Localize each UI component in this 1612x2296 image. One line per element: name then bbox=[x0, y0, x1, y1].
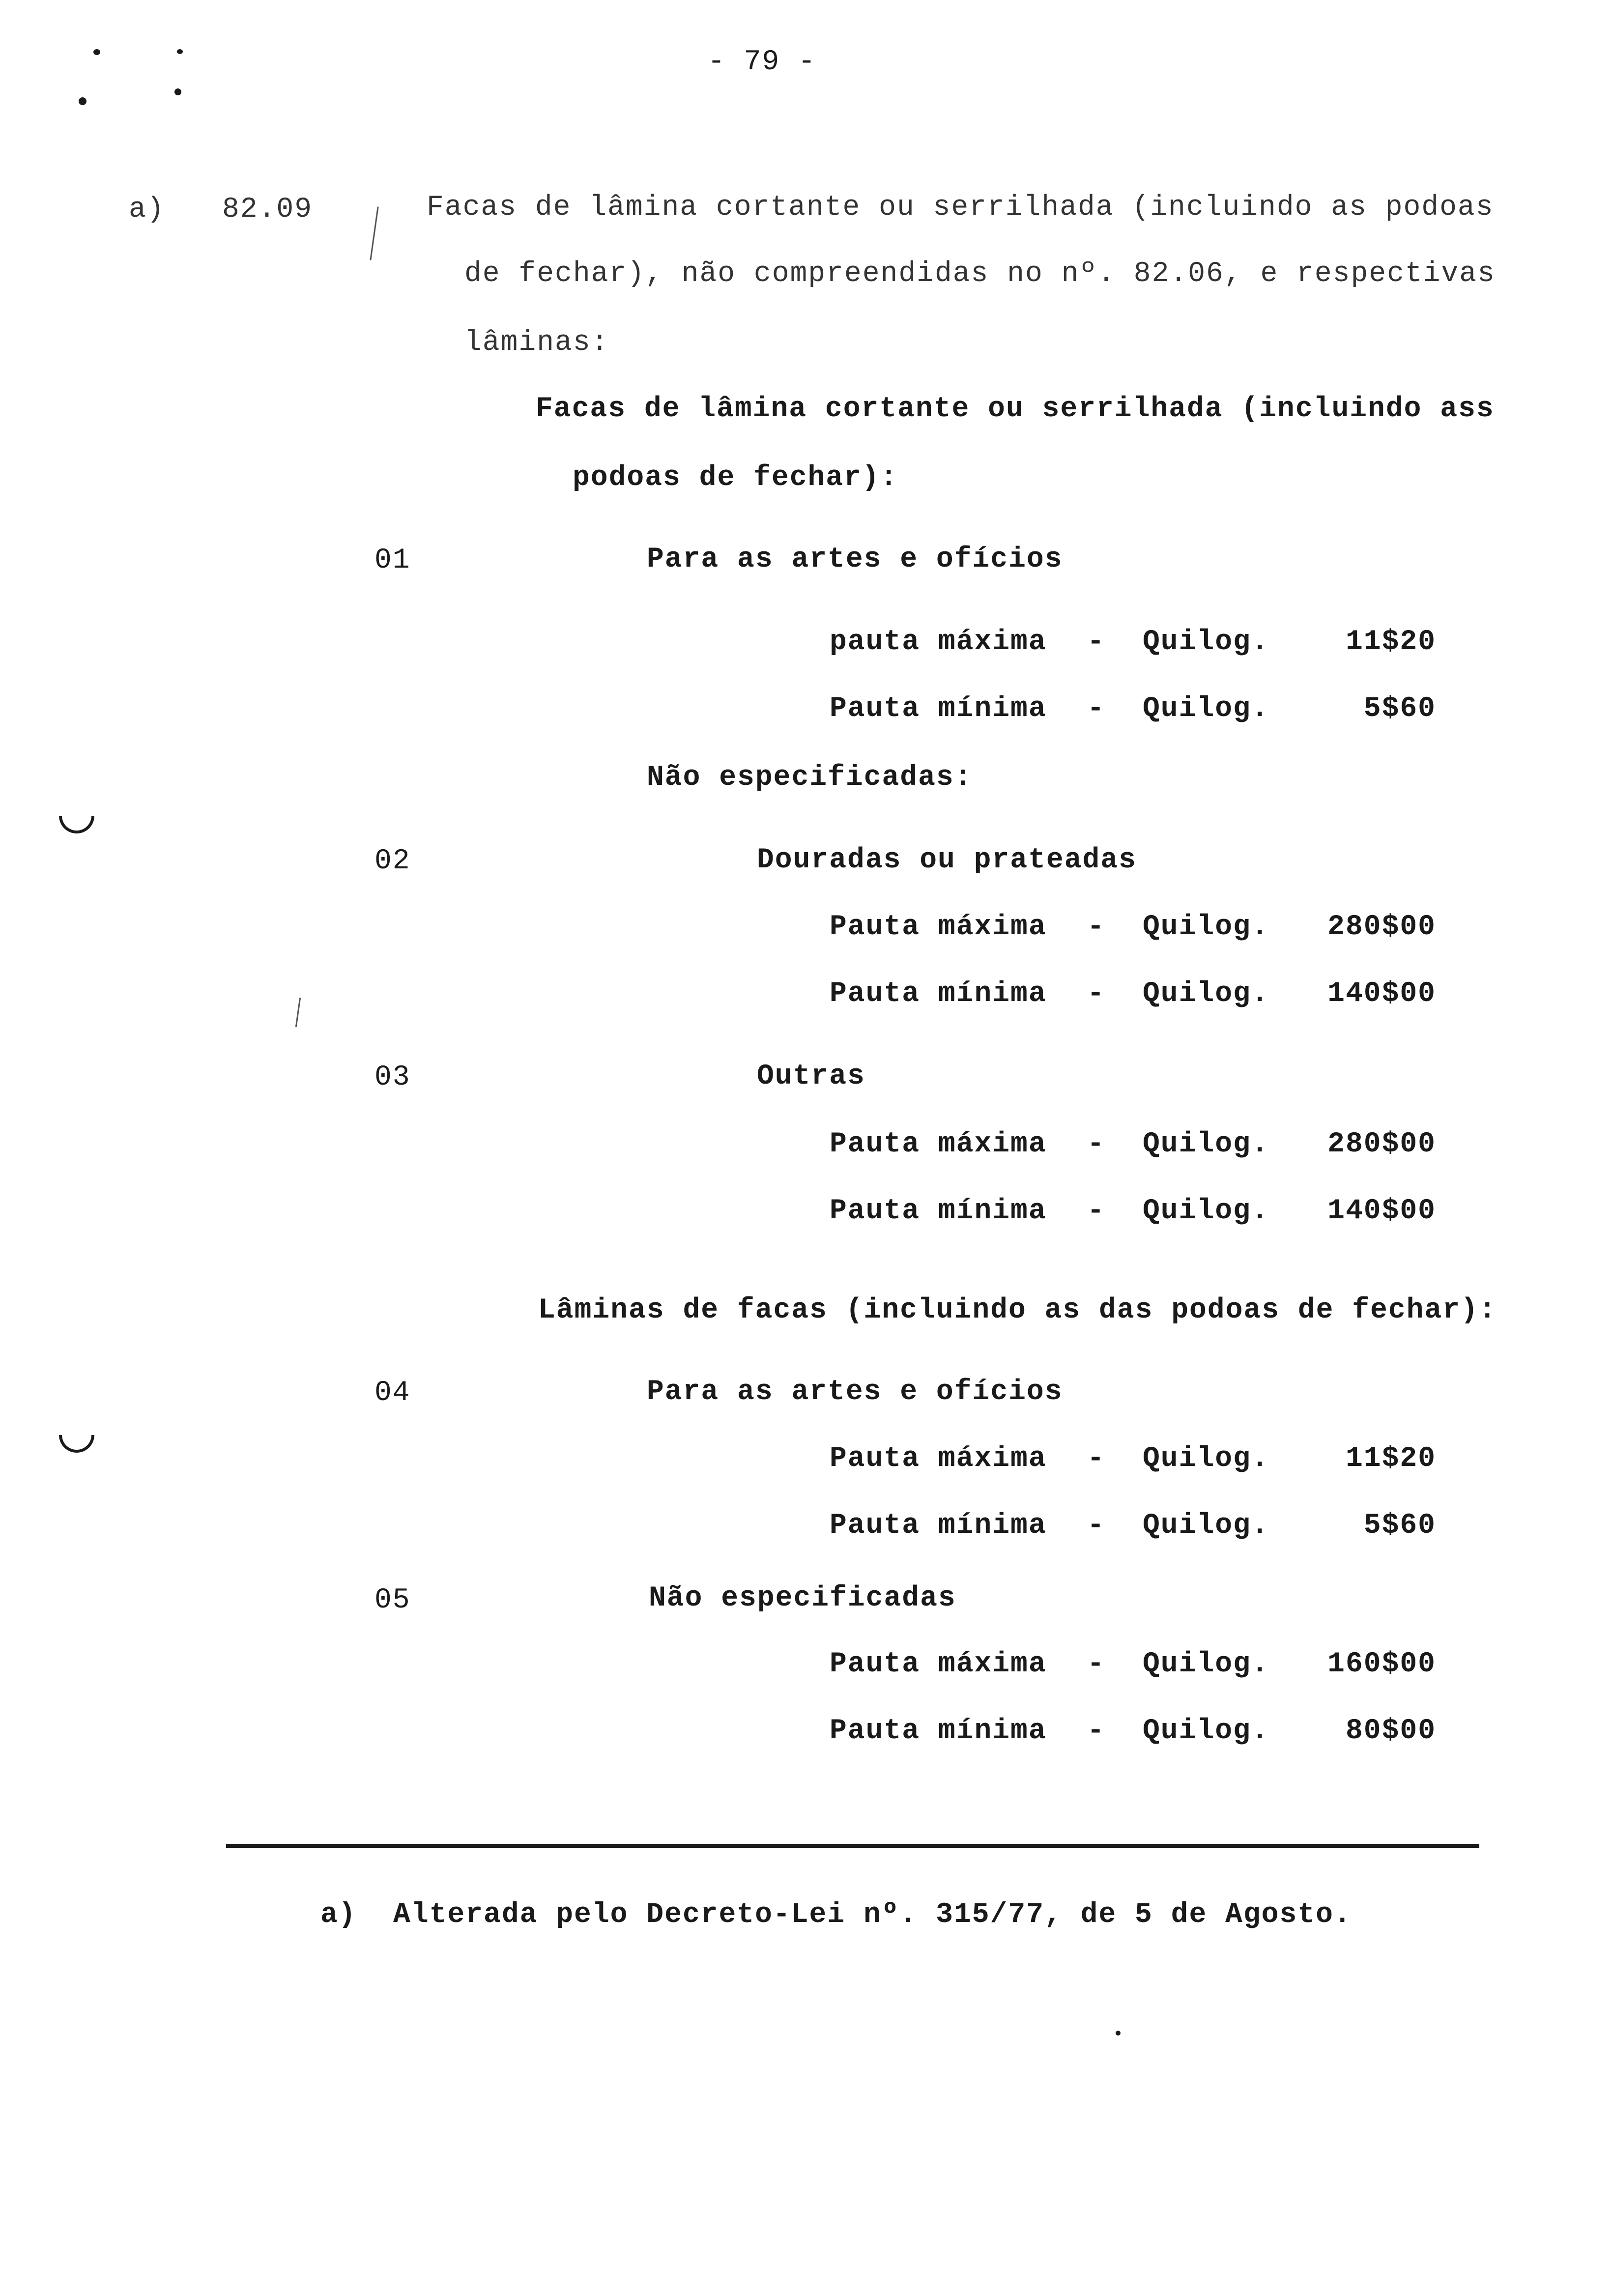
item-04-min-label: Pauta mínima bbox=[830, 1510, 1047, 1542]
item-01-code: 01 bbox=[374, 545, 411, 576]
item-02-code: 02 bbox=[374, 845, 411, 877]
item-01-label: Para as artes e ofícios bbox=[647, 544, 1063, 575]
item-01-max-unit: Quilog. bbox=[1143, 626, 1269, 658]
item-04-min-dash: - bbox=[1087, 1510, 1105, 1542]
scan-speck bbox=[174, 88, 181, 95]
item-03-max-label: Pauta máxima bbox=[830, 1128, 1047, 1160]
item-01-max-label: pauta máxima bbox=[830, 626, 1047, 658]
item-04-min-value: 5$60 bbox=[1363, 1510, 1436, 1542]
footnote-separator bbox=[226, 1844, 1479, 1848]
group1-heading-line-2: podoas de fechar): bbox=[573, 462, 898, 494]
item-03-min-unit: Quilog. bbox=[1143, 1195, 1269, 1227]
item-02-min-dash: - bbox=[1087, 978, 1105, 1010]
item-02-min-label: Pauta mínima bbox=[830, 978, 1047, 1010]
hole-punch-mark bbox=[59, 1435, 94, 1453]
item-03-label: Outras bbox=[757, 1061, 865, 1092]
item-04-min-unit: Quilog. bbox=[1143, 1510, 1269, 1542]
scan-mark bbox=[295, 998, 301, 1027]
page-number: - 79 - bbox=[708, 46, 816, 78]
item-04-label: Para as artes e ofícios bbox=[647, 1376, 1063, 1408]
item-02-max-dash: - bbox=[1087, 911, 1105, 943]
item-05-min-value: 80$00 bbox=[1345, 1715, 1436, 1747]
heading-code: 82.09 bbox=[222, 194, 313, 226]
heading-description-line-2: de fechar), não compreendidas no nº. 82.06, e respectivas bbox=[464, 258, 1496, 290]
item-01-min-value: 5$60 bbox=[1363, 693, 1436, 725]
item-02-max-value: 280$00 bbox=[1327, 911, 1436, 943]
item-03-min-value: 140$00 bbox=[1327, 1195, 1436, 1227]
item-03-max-dash: - bbox=[1087, 1128, 1105, 1160]
item-01-min-label: Pauta mínima bbox=[830, 693, 1047, 725]
item-02-label: Douradas ou prateadas bbox=[757, 844, 1137, 876]
scan-speck bbox=[93, 49, 100, 55]
item-05-min-label: Pauta mínima bbox=[830, 1715, 1047, 1747]
item-04-max-unit: Quilog. bbox=[1143, 1443, 1269, 1475]
item-02-max-label: Pauta máxima bbox=[830, 911, 1047, 943]
group1-heading-line-1: Facas de lâmina cortante ou serrilhada (incluindo ass bbox=[536, 393, 1495, 425]
group2-heading: Lâminas de facas (incluindo as das podoas de fechar): bbox=[538, 1294, 1497, 1326]
note-marker: a) bbox=[129, 194, 165, 226]
item-05-max-unit: Quilog. bbox=[1143, 1648, 1269, 1680]
item-01-max-dash: - bbox=[1087, 626, 1105, 658]
scan-speck bbox=[79, 97, 86, 105]
item-01-min-unit: Quilog. bbox=[1143, 693, 1269, 725]
item-03-code: 03 bbox=[374, 1062, 411, 1093]
item-05-min-unit: Quilog. bbox=[1143, 1715, 1269, 1747]
footnote-text: Alterada pelo Decreto-Lei nº. 315/77, de 5 de Agosto. bbox=[393, 1899, 1352, 1931]
item-04-max-dash: - bbox=[1087, 1443, 1105, 1475]
item-04-max-value: 11$20 bbox=[1345, 1443, 1436, 1475]
heading-description-line-1: Facas de lâmina cortante ou serrilhada (incluindo as podoas bbox=[427, 192, 1494, 224]
item-03-max-value: 280$00 bbox=[1327, 1128, 1436, 1160]
item-05-max-dash: - bbox=[1087, 1648, 1105, 1680]
item-04-code: 04 bbox=[374, 1377, 411, 1409]
item-05-label: Não especificadas bbox=[649, 1582, 956, 1614]
footnote-marker: a) bbox=[320, 1899, 357, 1931]
item-04-max-label: Pauta máxima bbox=[830, 1443, 1047, 1475]
item-01-min-dash: - bbox=[1087, 693, 1105, 725]
item-02-min-unit: Quilog. bbox=[1143, 978, 1269, 1010]
item-01-max-value: 11$20 bbox=[1345, 626, 1436, 658]
item-05-max-label: Pauta máxima bbox=[830, 1648, 1047, 1680]
item-05-min-dash: - bbox=[1087, 1715, 1105, 1747]
item-03-min-label: Pauta mínima bbox=[830, 1195, 1047, 1227]
scan-speck bbox=[177, 49, 183, 54]
item-03-max-unit: Quilog. bbox=[1143, 1128, 1269, 1160]
hole-punch-mark bbox=[59, 816, 94, 833]
item-05-max-value: 160$00 bbox=[1327, 1648, 1436, 1680]
heading-description-line-3: lâminas: bbox=[464, 327, 609, 359]
scan-speck bbox=[1116, 2031, 1121, 2036]
item-05-code: 05 bbox=[374, 1584, 411, 1616]
item-02-max-unit: Quilog. bbox=[1143, 911, 1269, 943]
item-02-min-value: 140$00 bbox=[1327, 978, 1436, 1010]
subgroup-label: Não especificadas: bbox=[647, 762, 973, 794]
item-03-min-dash: - bbox=[1087, 1195, 1105, 1227]
scan-mark bbox=[370, 206, 378, 260]
